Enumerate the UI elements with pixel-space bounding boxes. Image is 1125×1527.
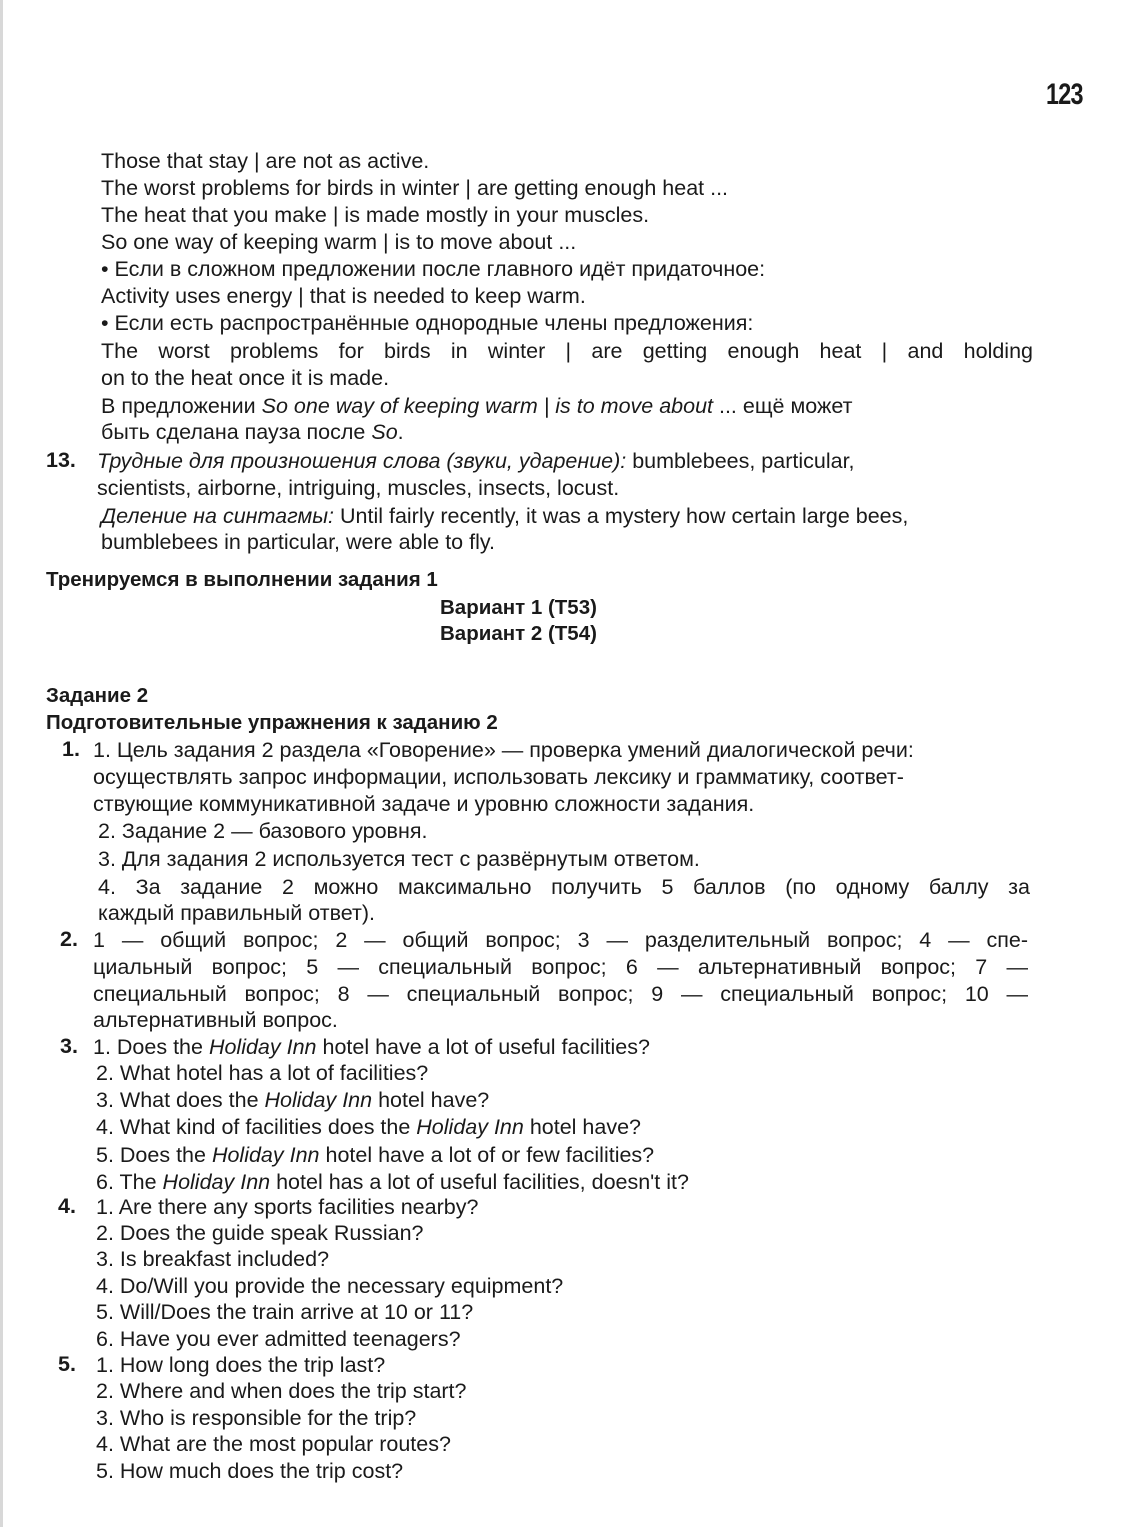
text-line: • Если есть распространённые однородные члены предложения: (101, 311, 754, 335)
italic-span: Holiday Inn (211, 1143, 320, 1167)
text-span: быть сделана пауза после (101, 420, 372, 444)
text-line: каждый правильный ответ). (98, 901, 375, 925)
text-span: hotel has a lot of useful facilities, doesn't it? (270, 1170, 689, 1194)
task-heading: Задание 2 (46, 684, 149, 707)
text-line: 1. Цель задания 2 раздела «Говорение» — проверка умений диалогической речи: (93, 738, 914, 762)
item-number: 3. (60, 1034, 78, 1058)
text-span: 5. Does the (96, 1143, 212, 1167)
italic-span: Деление на синтагмы: (101, 504, 335, 528)
text-line: 5. Will/Does the train arrive at 10 or 11? (96, 1300, 474, 1324)
text-line: 3. Who is responsible for the trip? (96, 1406, 417, 1430)
text-span: . (397, 420, 404, 444)
text-span: hotel have? (523, 1115, 642, 1139)
text-line: ствующие коммуникативной задаче и уровню сложности задания. (93, 792, 755, 816)
text-line: 1. How long does the trip last? (96, 1353, 386, 1377)
section-heading: Тренируемся в выполнении задания 1 (46, 568, 438, 591)
text-span: 1. Does the (93, 1035, 209, 1059)
text-line: специальный вопрос; 8 — специальный вопрос; 9 — специальный вопрос; 10 — (93, 982, 1028, 1006)
text-line (97, 448, 855, 475)
text-line: 2. Задание 2 — базового уровня. (98, 819, 428, 843)
text-line: • Если в сложном предложении после главного идёт придаточное: (101, 257, 766, 281)
text-line: альтернативный вопрос. (93, 1008, 338, 1032)
text-line: 2. What hotel has a lot of facilities? (96, 1061, 429, 1085)
italic-span: Holiday Inn (416, 1115, 524, 1139)
italic-span: Holiday Inn (162, 1170, 271, 1194)
text-line: 3. Для задания 2 используется тест с развёрнутым ответом. (98, 847, 700, 871)
text-span: hotel have a lot of useful facilities? (316, 1035, 650, 1059)
page-number: 123 (1046, 78, 1083, 111)
text-line: 2. Does the guide speak Russian? (96, 1221, 424, 1245)
text-line: The worst problems for birds in winter | are getting enough heat | and holding (101, 339, 1033, 363)
italic-span: Трудные для произношения слова (звуки, ударение): (97, 449, 627, 473)
italic-span: Holiday Inn (208, 1035, 317, 1059)
italic-span: Holiday Inn (264, 1088, 373, 1112)
text-line: 4. Do/Will you provide the necessary equipment? (96, 1274, 564, 1298)
text-line: The worst problems for birds in winter | are getting enough heat ... (101, 176, 729, 200)
text-line (96, 1087, 489, 1114)
text-line: 3. Is breakfast included? (96, 1247, 330, 1271)
variant-1: Вариант 1 (Т53) (440, 596, 597, 619)
text-line (101, 503, 908, 530)
task-subheading: Подготовительные упражнения к заданию 2 (46, 711, 498, 734)
text-line: 4. За задание 2 можно максимально получить 5 баллов (по одному баллу за (98, 875, 1030, 899)
text-span: 6. The (96, 1170, 163, 1194)
text-line: Activity uses energy | that is needed to keep warm. (101, 284, 586, 308)
text-line: 4. What are the most popular routes? (96, 1432, 451, 1456)
text-line (93, 1034, 650, 1061)
text-line: осуществлять запрос информации, использовать лексику и грамматику, соответ- (93, 765, 904, 789)
text-line: 1. Are there any sports facilities nearby? (96, 1195, 479, 1219)
text-span: bumblebees, particular, (626, 449, 855, 473)
text-span: 4. What kind of facilities does the (96, 1115, 417, 1139)
text-line: The heat that you make | is made mostly in your muscles. (101, 203, 650, 227)
item-number: 13. (46, 448, 76, 472)
italic-span: So one way of keeping warm | is to move about (261, 394, 714, 418)
text-line: Those that stay | are not as active. (101, 149, 430, 173)
text-span: hotel have? (372, 1088, 490, 1112)
text-line: bumblebees in particular, were able to fly. (101, 530, 495, 554)
text-line (96, 1114, 641, 1141)
page-edge (0, 0, 3, 1527)
text-span: Until fairly recently, it was a mystery how certain large bees, (334, 504, 909, 528)
text-line: on to the heat once it is made. (101, 366, 390, 390)
text-line: 2. Where and when does the trip start? (96, 1379, 467, 1403)
text-line: 6. Have you ever admitted teenagers? (96, 1327, 461, 1351)
text-line (96, 1142, 654, 1169)
item-number: 5. (58, 1352, 76, 1376)
text-line (96, 1169, 689, 1196)
text-span: 3. What does the (96, 1088, 265, 1112)
item-number: 2. (60, 927, 78, 951)
text-span: hotel have a lot of or few facilities? (319, 1143, 655, 1167)
text-line: 1 — общий вопрос; 2 — общий вопрос; 3 — разделительный вопрос; 4 — спе- (93, 928, 1028, 952)
text-line: So one way of keeping warm | is to move about ... (101, 230, 577, 254)
text-line (101, 419, 404, 446)
text-span: ... ещё может (713, 394, 853, 418)
text-line (101, 393, 1033, 420)
variant-2: Вариант 2 (Т54) (440, 622, 597, 645)
text-line: 5. How much does the trip cost? (96, 1459, 404, 1483)
text-line: scientists, airborne, intriguing, muscles, insects, locust. (97, 476, 620, 500)
text-line: циальный вопрос; 5 — специальный вопрос; 6 — альтернативный вопрос; 7 — (93, 955, 1028, 979)
italic-span: So (371, 420, 398, 444)
item-number: 1. (62, 737, 80, 761)
text-span: В предложении (101, 394, 262, 418)
item-number: 4. (58, 1194, 76, 1218)
